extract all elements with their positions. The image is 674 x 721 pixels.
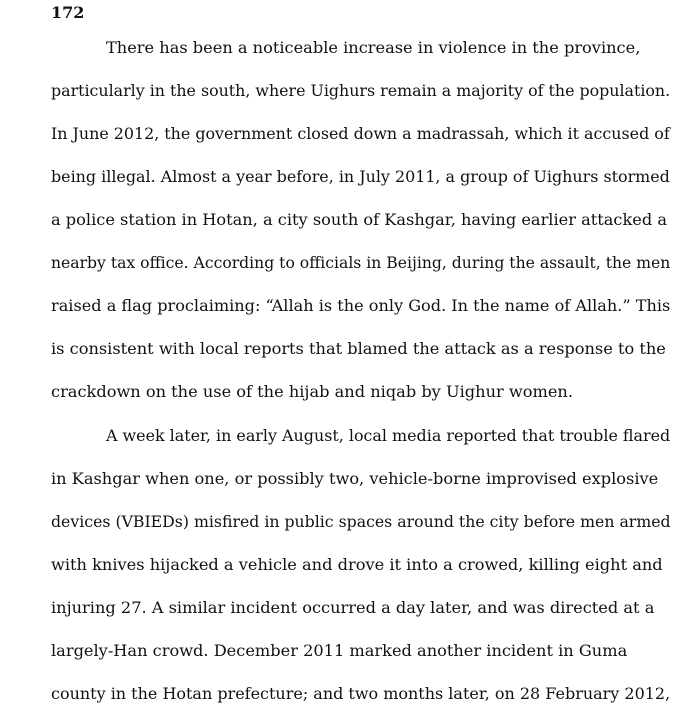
paragraph-1-line: a police station in Hotan, a city south of Kashgar, having earlier attacked a xyxy=(51,210,668,229)
paragraph-1-line: is consistent with local reports that blamed the attack as a response to the xyxy=(51,339,666,358)
paragraph-2-line: county in the Hotan prefecture; and two months later, on 28 February 2012, xyxy=(51,684,671,703)
paragraph-2-line: with knives hijacked a vehicle and drove it into a crowed, killing eight and xyxy=(51,555,663,574)
paragraph-1-line: particularly in the south, where Uighurs remain a majority of the population. xyxy=(51,81,671,100)
paragraph-2-line: injuring 27. A similar incident occurred a day later, and was directed at a xyxy=(51,598,655,617)
paragraph-1-line: There has been a noticeable increase in violence in the province, xyxy=(106,38,641,57)
paragraph-1-line: crackdown on the use of the hijab and niqab by Uighur women. xyxy=(51,382,573,401)
paragraph-1-line: being illegal. Almost a year before, in July 2011, a group of Uighurs stormed xyxy=(51,167,670,186)
paragraph-2-line: devices (VBIEDs) misfired in public spaces around the city before men armed xyxy=(51,512,671,531)
paragraph-2-line: in Kashgar when one, or possibly two, vehicle-borne improvised explosive xyxy=(51,469,659,488)
paragraph-1-line: nearby tax office. According to officials in Beijing, during the assault, the men xyxy=(51,254,671,272)
paragraph-2-line: largely-Han crowd. December 2011 marked another incident in Guma xyxy=(51,641,628,660)
paragraph-1-line: raised a flag proclaiming: “Allah is the only God. In the name of Allah.” This xyxy=(51,296,671,315)
paragraph-1-line: In June 2012, the government closed down a madrassah, which it accused of xyxy=(51,124,670,143)
page-number: 172 xyxy=(51,3,85,22)
paragraph-2-line: A week later, in early August, local media reported that trouble flared xyxy=(106,426,671,445)
